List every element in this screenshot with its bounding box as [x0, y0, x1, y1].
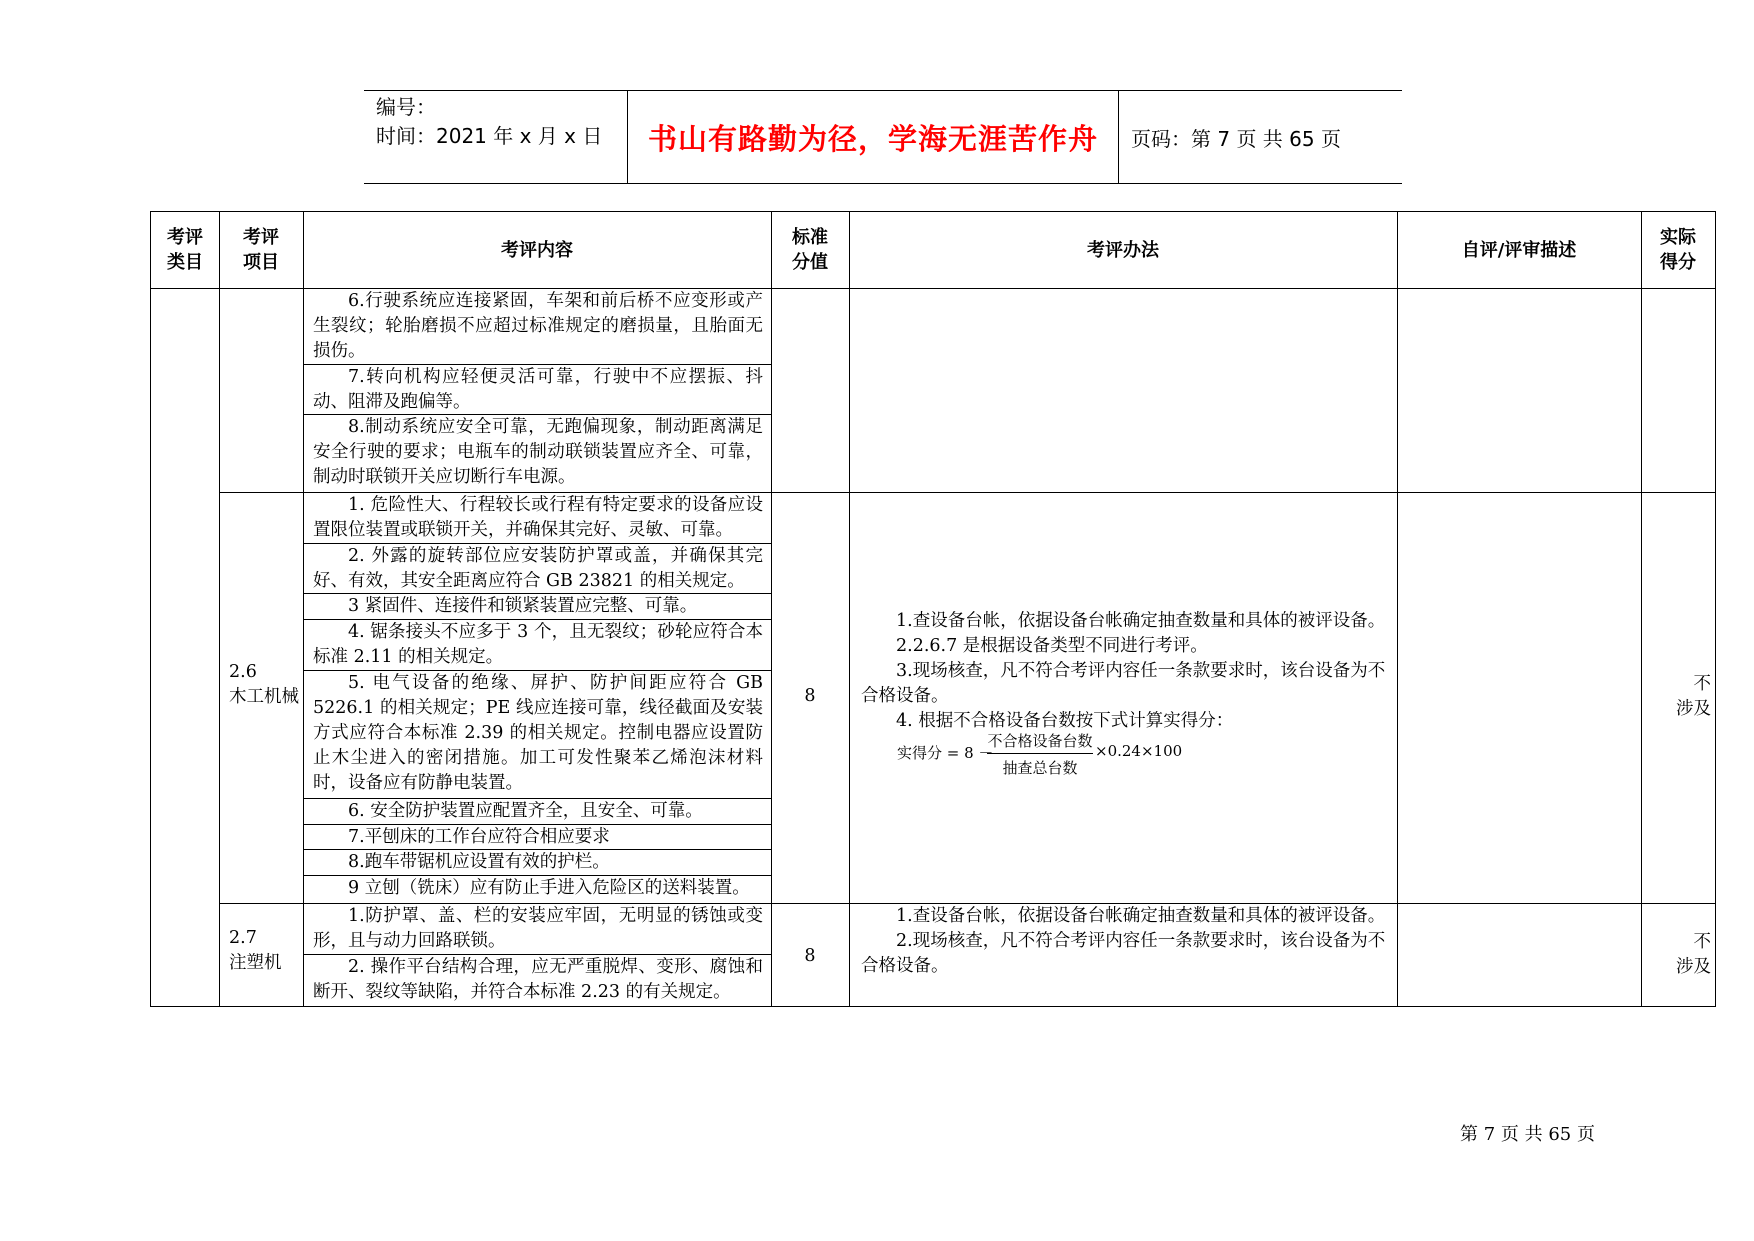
- item-code-2-7: 2.7 注塑机: [229, 928, 282, 973]
- content-item: 3 紧固件、连接件和锁紧装置应完整、可靠。: [348, 596, 698, 616]
- content-item: 6.行驶系统应连接紧固，车架和前后桥不应变形或产生裂纹；轮胎磨损不应超过标准规定的磨损量，且胎面无损伤。: [313, 291, 763, 361]
- content-item: 7.平刨床的工作台应符合相应要求: [348, 827, 610, 847]
- standard-score: 8: [804, 686, 816, 706]
- actual-score: 不 涉及: [1676, 932, 1711, 977]
- header-left-cell: [364, 91, 628, 183]
- col-header-content: 考评内容: [501, 239, 573, 261]
- col-divider: [1641, 212, 1642, 1006]
- content-item: 1. 危险性大、行程较长或行程有特定要求的设备应设置限位装置或联锁开关，并确保其完好、灵敏、可靠。: [313, 495, 763, 540]
- formula-denominator: 抽查总台数: [1002, 759, 1078, 777]
- item-code-2-6: 2.6 木工机械: [229, 662, 299, 707]
- content-item: 1.防护罩、盖、栏的安装应牢固，无明显的锈蚀或变形，且与动力回路联锁。: [313, 906, 763, 951]
- method-step: 1.查设备台帐，依据设备台帐确定抽查数量和具体的被评设备。: [896, 611, 1386, 631]
- col-header-actual: 实际 得分: [1660, 227, 1696, 273]
- evaluation-table: [150, 211, 1716, 1007]
- col-header-description: 自评/评审描述: [1461, 239, 1577, 261]
- doc-time-label: 时间：2021 年 x 月 x 日: [376, 124, 603, 148]
- document-header: [364, 90, 1402, 184]
- method-step: 3.现场核查，凡不符合考评内容任一条款要求时，该台设备为不合格设备。: [861, 661, 1386, 706]
- content-item: 8.制动系统应安全可靠，无跑偏现象，制动距离满足安全行驶的要求；电瓶车的制动联锁装置应齐全、可靠，制动时联锁开关应切断行车电源。: [313, 417, 763, 487]
- content-item: 4. 锯条接头不应多于 3 个，且无裂纹；砂轮应符合本标准 2.11 的相关规定。: [313, 622, 763, 667]
- content-item: 9 立刨（铣床）应有防止手进入危险区的送料装置。: [348, 878, 750, 898]
- col-divider: [1397, 212, 1398, 1006]
- content-item: 2. 外露的旋转部位应安装防护罩或盖，并确保其完好、有效，其安全距离应符合 GB 23821 的相关规定。: [313, 546, 763, 591]
- formula-suffix: ×0.24×100: [1095, 742, 1183, 760]
- standard-score: 8: [804, 946, 816, 966]
- col-divider: [219, 212, 220, 1006]
- col-divider: [771, 212, 772, 1006]
- method-step: 2.2.6.7 是根据设备类型不同进行考评。: [896, 636, 1208, 656]
- formula-prefix: 实得分 = 8 －: [897, 744, 994, 762]
- doc-number-label: 编号：: [376, 95, 436, 119]
- col-header-category: 考评 类目: [167, 227, 203, 273]
- actual-score: 不 涉及: [1676, 674, 1711, 719]
- header-motto: 书山有路勤为径，学海无涯苦作舟: [628, 91, 1119, 183]
- fraction-line: [987, 753, 1093, 754]
- col-divider: [849, 212, 850, 1006]
- content-item: 8.跑车带锯机应设置有效的护栏。: [348, 852, 610, 872]
- content-item: 7.转向机构应轻便灵活可靠，行驶中不应摆振、抖动、阻滞及跑偏等。: [313, 367, 763, 412]
- content-item: 6. 安全防护装置应配置齐全，且安全、可靠。: [348, 801, 703, 821]
- method-step: 2.现场核查，凡不符合考评内容任一条款要求时，该台设备为不合格设备。: [861, 931, 1386, 976]
- col-header-item: 考评 项目: [243, 227, 279, 273]
- header-page-label: 页码：第 7 页 共 65 页: [1131, 126, 1341, 151]
- evaluation-method: [861, 609, 1387, 734]
- content-item: 5. 电气设备的绝缘、屏护、防护间距应符合 GB 5226.1 的相关规定；PE 线应连接可靠，线径截面及安装方式应符合本标准 2.39 的相关规定。控制电器应设置防止木尘进入的密闭措施。加工可发性聚苯乙烯泡沫材料时，设备应有防静电装置。: [313, 673, 763, 793]
- page-footer: 第 7 页 共 65 页: [1460, 1124, 1595, 1145]
- method-step: 4. 根据不合格设备台数按下式计算实得分：: [896, 711, 1234, 731]
- col-header-method: 考评办法: [1087, 239, 1159, 261]
- method-step: 1.查设备台帐，依据设备台帐确定抽查数量和具体的被评设备。: [896, 906, 1386, 926]
- content-item: 2. 操作平台结构合理，应无严重脱焊、变形、腐蚀和断开、裂纹等缺陷，并符合本标准 2.23 的有关规定。: [313, 957, 763, 1002]
- evaluation-method: [861, 904, 1387, 979]
- col-header-score: 标准 分值: [792, 227, 828, 273]
- formula-numerator: 不合格设备台数: [987, 732, 1093, 750]
